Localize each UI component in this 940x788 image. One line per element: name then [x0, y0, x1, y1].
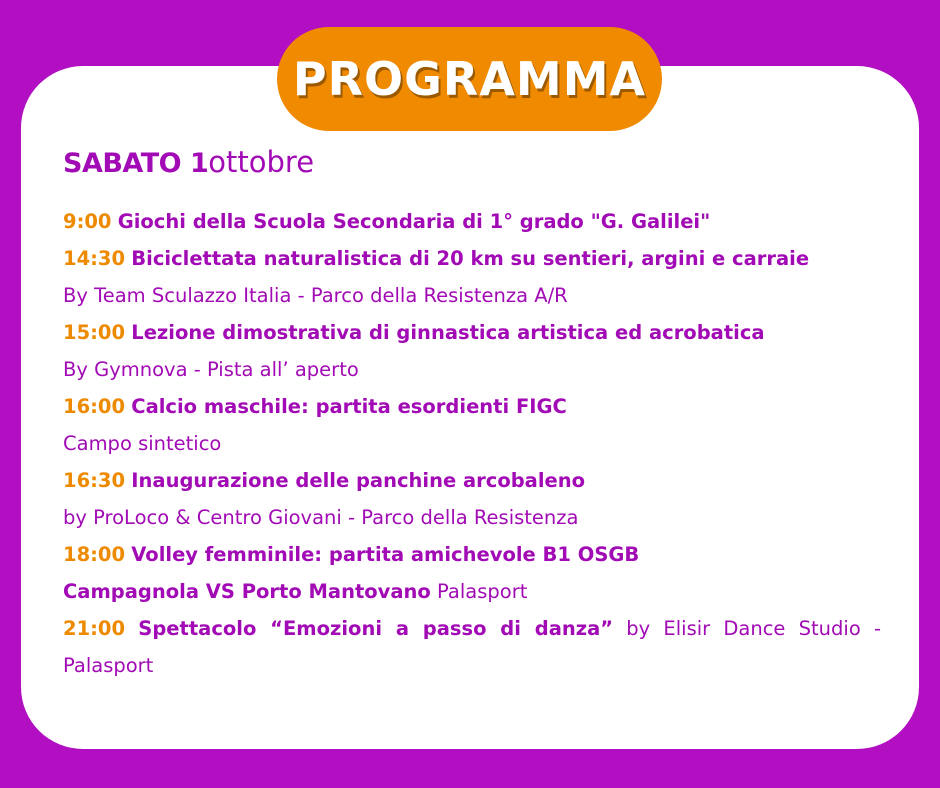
event-line	[63, 203, 881, 240]
event-detail: Palasport	[437, 580, 528, 603]
event-detail: by Elisir Dance Studio - Palasport	[63, 617, 881, 677]
day-month: ottobre	[208, 145, 315, 179]
event-time: 21:00	[63, 617, 126, 640]
event-time: 16:00	[63, 395, 126, 418]
event-line	[63, 240, 881, 277]
event-time: 14:30	[63, 247, 126, 270]
event-detail: by ProLoco & Centro Giovani - Parco della Resistenza	[63, 506, 579, 529]
day-heading	[63, 145, 314, 180]
event-detail: By Team Sculazzo Italia - Parco della Resistenza A/R	[63, 284, 568, 307]
title-badge	[277, 27, 662, 131]
event-title: Biciclettata naturalistica di 20 km su sentieri, argini e carraie	[131, 247, 810, 270]
event-title: Lezione dimostrativa di ginnastica artistica ed acrobatica	[131, 321, 765, 344]
event-line	[63, 462, 881, 499]
page-title: PROGRAMMA	[292, 52, 647, 106]
event-title: Giochi della Scuola Secondaria di 1° grado "G. Galilei"	[117, 210, 711, 233]
event-time: 16:30	[63, 469, 126, 492]
event-detail: Campo sintetico	[63, 432, 222, 455]
event-title: Calcio maschile: partita esordienti FIGC	[131, 395, 567, 418]
event-line	[63, 610, 881, 684]
program-list	[63, 203, 881, 684]
event-time: 9:00	[63, 210, 112, 233]
event-time: 15:00	[63, 321, 126, 344]
event-line	[63, 388, 881, 425]
day-label: SABATO 1	[63, 148, 209, 179]
event-title: Spettacolo “Emozioni a passo di danza”	[138, 617, 614, 640]
event-time: 18:00	[63, 543, 126, 566]
event-line	[63, 536, 881, 573]
event-line	[63, 314, 881, 351]
event-title: Volley femminile: partita amichevole B1 OSGB	[131, 543, 640, 566]
event-title: Inaugurazione delle panchine arcobaleno	[131, 469, 586, 492]
event-detail-line	[63, 573, 881, 610]
event-title-continued: Campagnola VS Porto Mantovano	[63, 580, 431, 603]
event-detail: By Gymnova - Pista all’ aperto	[63, 358, 359, 381]
